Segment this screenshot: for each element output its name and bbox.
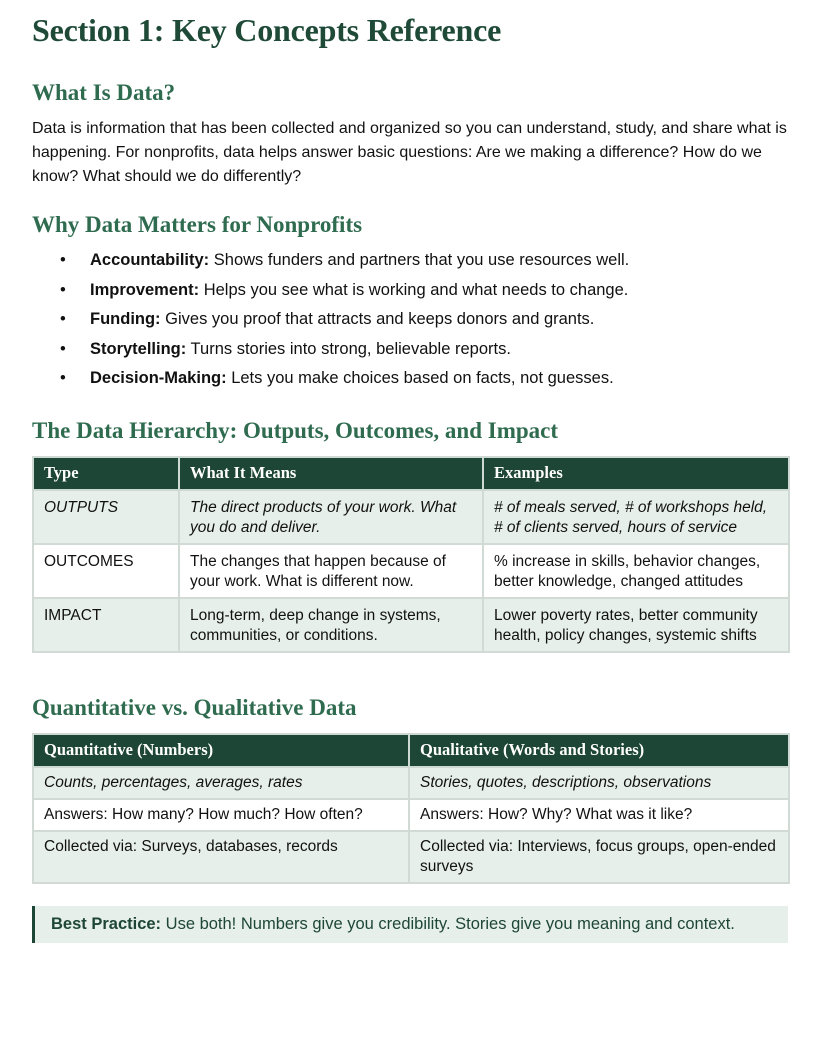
cell-quantitative: Answers: How many? How much? How often? (33, 799, 409, 831)
cell-meaning: The direct products of your work. What you do and deliver. (179, 490, 483, 544)
list-item (32, 246, 806, 276)
cell-type: OUTCOMES (33, 544, 179, 598)
table-row (33, 490, 789, 544)
cell-qualitative: Collected via: Interviews, focus groups, open-ended surveys (409, 831, 789, 883)
list-item (32, 305, 806, 335)
cell-type: IMPACT (33, 598, 179, 652)
cell-type: OUTPUTS (33, 490, 179, 544)
column-header-examples: Examples (483, 457, 789, 490)
cell-quantitative: Counts, percentages, averages, rates (33, 767, 409, 799)
section-title: Section 1: Key Concepts Reference (32, 12, 502, 48)
table-row (33, 767, 789, 799)
column-header-type: Type (33, 457, 179, 490)
table-row (33, 799, 789, 831)
quant-vs-qual-table (32, 733, 790, 884)
table-header-row (33, 457, 789, 490)
column-header-qualitative: Qualitative (Words and Stories) (409, 734, 789, 767)
list-item-text: Turns stories into strong, believable reports. (186, 339, 511, 358)
why-data-matters-list (32, 246, 806, 394)
callout-text: Use both! Numbers give you credibility. Stories give you meaning and context. (161, 914, 735, 933)
list-item-text: Lets you make choices based on facts, not guesses. (226, 369, 614, 387)
list-item-term: Improvement: (90, 280, 200, 299)
bullet-icon: • (60, 251, 66, 269)
list-item (32, 276, 806, 306)
heading-why-data-matters: Why Data Matters for Nonprofits (32, 212, 363, 237)
heading-quant-vs-qual: Quantitative vs. Qualitative Data (32, 694, 357, 720)
list-item (32, 335, 806, 365)
list-item-text: Gives you proof that attracts and keeps donors and grants. (160, 310, 595, 328)
best-practice-callout (32, 906, 788, 943)
cell-examples: Lower poverty rates, better community health, policy changes, systemic shifts (483, 598, 789, 652)
table-row (33, 544, 789, 598)
list-item-term: Storytelling: (90, 339, 187, 358)
column-header-meaning: What It Means (179, 457, 483, 490)
what-is-data-paragraph: Data is information that has been collected and organized so you can understand, study, and share what is happening. For nonprofits, data helps answer basic questions: Are we making a difference? How do we know? What should we do differently? (32, 120, 787, 185)
cell-qualitative: Answers: How? Why? What was it like? (409, 799, 789, 831)
heading-what-is-data: What Is Data? (32, 80, 176, 105)
column-header-quantitative: Quantitative (Numbers) (33, 734, 409, 767)
table-row (33, 831, 789, 883)
bullet-icon: • (60, 310, 66, 328)
table-row (33, 598, 789, 652)
callout-label: Best Practice: (51, 914, 162, 933)
list-item-term: Accountability: (90, 251, 210, 269)
list-item (32, 364, 806, 394)
list-item-term: Decision-Making: (90, 369, 227, 387)
bullet-icon: • (60, 280, 66, 299)
table-header-row (33, 734, 789, 767)
list-item-text: Shows funders and partners that you use resources well. (209, 251, 630, 269)
cell-qualitative: Stories, quotes, descriptions, observations (409, 767, 789, 799)
cell-quantitative: Collected via: Surveys, databases, records (33, 831, 409, 883)
list-item-text: Helps you see what is working and what needs to change. (199, 280, 629, 299)
bullet-icon: • (60, 339, 66, 358)
bullet-icon: • (60, 369, 66, 387)
data-hierarchy-table (32, 456, 790, 653)
list-item-term: Funding: (90, 310, 161, 328)
cell-examples: % increase in skills, behavior changes, better knowledge, changed attitudes (483, 544, 789, 598)
cell-examples: # of meals served, # of workshops held, # of clients served, hours of service (483, 490, 789, 544)
cell-meaning: Long-term, deep change in systems, communities, or conditions. (179, 598, 483, 652)
cell-meaning: The changes that happen because of your work. What is different now. (179, 544, 483, 598)
heading-data-hierarchy: The Data Hierarchy: Outputs, Outcomes, and Impact (32, 417, 559, 443)
